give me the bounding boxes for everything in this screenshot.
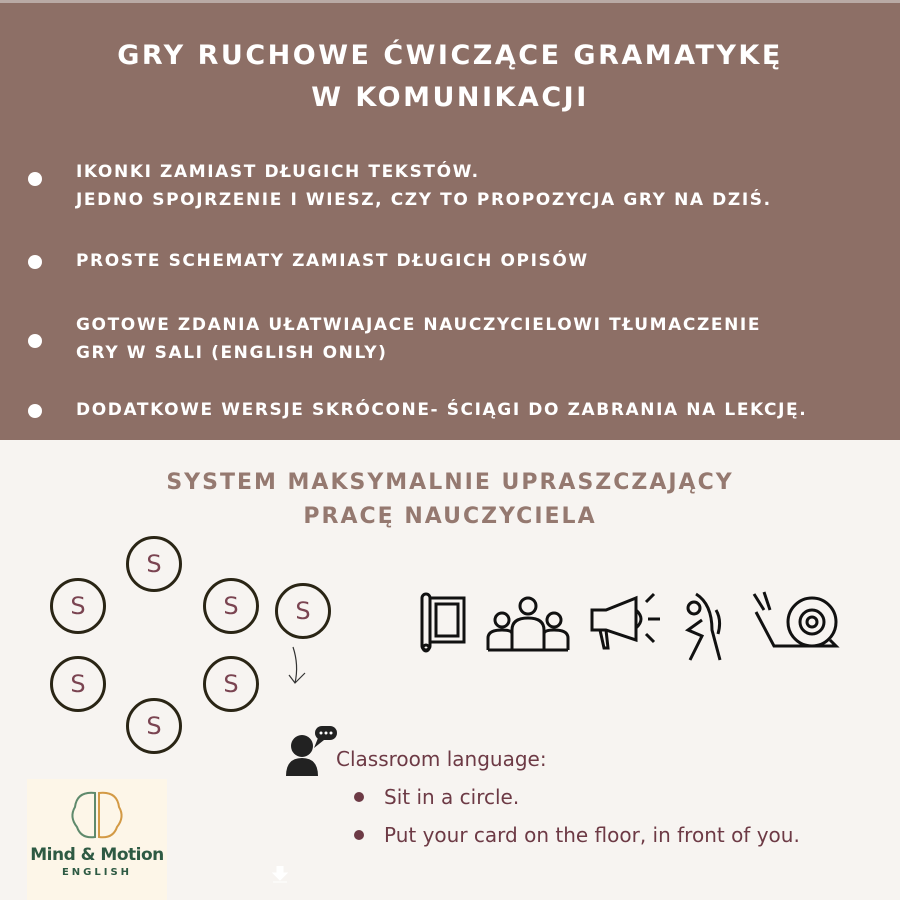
- student-circle: S: [203, 656, 259, 712]
- bullet-dot-icon: [28, 172, 42, 186]
- bullet-dot-icon: [28, 255, 42, 269]
- bullet-dot-icon: [28, 334, 42, 348]
- classroom-phrase: Put your card on the floor, in front of you.: [336, 816, 800, 854]
- logo-name: Mind & Motion: [30, 845, 164, 865]
- page-title: [0, 35, 900, 119]
- subtitle: [0, 466, 900, 534]
- student-circle: S: [203, 578, 259, 634]
- bullet-text: GOTOWE ZDANIA UŁATWIAJACE NAUCZYCIELOWI TŁUMACZENIE: [76, 315, 762, 335]
- title-line-2: W KOMUNIKACJI: [311, 82, 589, 113]
- bullet-text: IKONKI ZAMIAST DŁUGICH TEKSTÓW.: [76, 162, 480, 182]
- arrow-down-icon: [285, 645, 310, 690]
- student-circle: S: [126, 536, 182, 592]
- bullet-text: PROSTE SCHEMATY ZAMIAST DŁUGICH OPISÓW: [76, 251, 589, 271]
- header-banner: [0, 0, 900, 440]
- title-line-1: GRY RUCHOWE ĆWICZĄCE GRAMATYKĘ: [117, 40, 783, 71]
- classroom-heading: Classroom language:: [336, 747, 547, 771]
- carpet-icon: [418, 590, 468, 656]
- snail-icon: [750, 590, 840, 656]
- student-circle: S: [50, 656, 106, 712]
- subtitle-line-1: SYSTEM MAKSYMALNIE UPRASZCZAJĄCY: [166, 470, 734, 495]
- logo-subtitle: ENGLISH: [61, 867, 133, 878]
- brain-icon: [67, 789, 127, 843]
- group-icon: [486, 590, 570, 656]
- bullet-text: DODATKOWE WERSJE SKRÓCONE- ŚCIĄGI DO ZABRANIA NA LEKCJĘ.: [76, 400, 808, 420]
- bullet-text: JEDNO SPOJRZENIE I WIESZ, CZY TO PROPOZYCJA GRY NA DZIŚ.: [76, 190, 772, 210]
- bullet-dot-icon: [28, 404, 42, 418]
- classroom-phrase: Sit in a circle.: [336, 778, 800, 816]
- stretching-person-icon: [682, 590, 732, 666]
- logo: [27, 779, 167, 900]
- bullet-text: GRY W SALI (ENGLISH ONLY): [76, 343, 388, 363]
- speaking-person-icon: [286, 726, 338, 778]
- student-circle: S: [126, 698, 182, 754]
- subtitle-line-2: PRACĘ NAUCZYCIELA: [303, 504, 597, 529]
- student-circle: S: [50, 578, 106, 634]
- game-icons: [418, 590, 840, 666]
- classroom-language: [336, 740, 800, 854]
- student-circle: S: [275, 583, 331, 639]
- download-icon[interactable]: [272, 866, 288, 884]
- megaphone-icon: [588, 590, 664, 656]
